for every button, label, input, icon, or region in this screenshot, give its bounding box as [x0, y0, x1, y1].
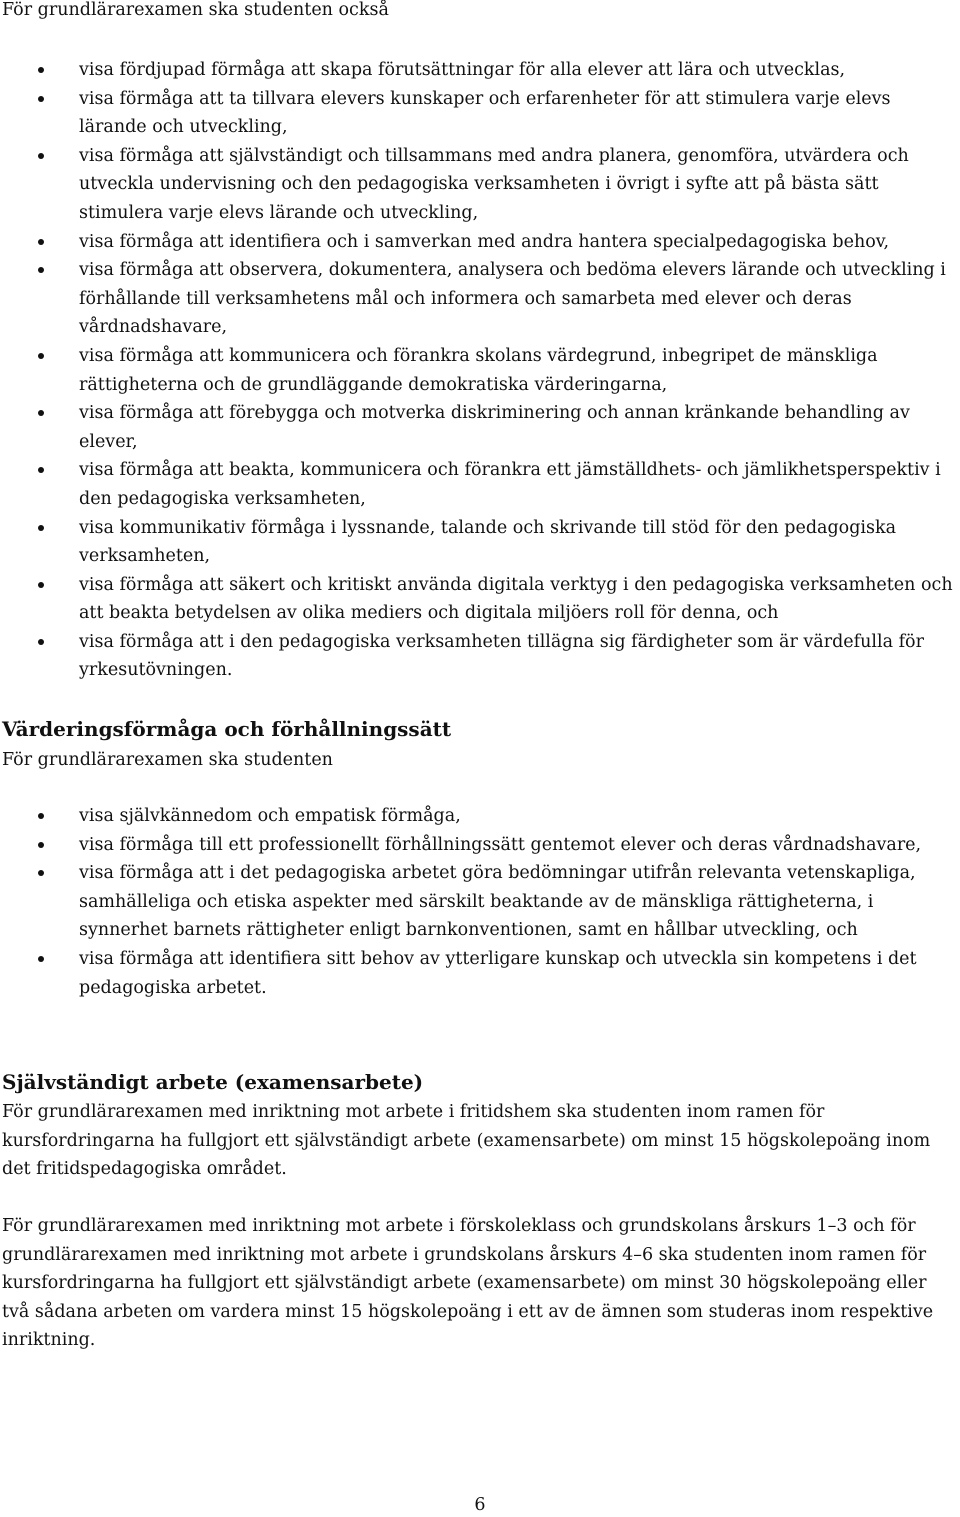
bullet-icon: [38, 813, 44, 819]
list-item: [0, 142, 960, 228]
bullet-icon: [38, 410, 44, 416]
bullet-icon: [38, 956, 44, 962]
knowledge-list: [0, 56, 960, 685]
bullet-icon: [38, 467, 44, 473]
list-item-text: visa förmåga att observera, dokumentera, analysera och bedöma elevers lärande och utveckling i förhållande till verksamhetens mål och informera och samarbeta med elever och deras vårdnadshavare,: [79, 260, 946, 338]
bullet-icon: [38, 353, 44, 359]
section-subheading: För grundlärarexamen ska studenten: [2, 750, 333, 770]
page-number: 6: [474, 1495, 486, 1515]
list-item: [0, 456, 960, 513]
list-item-text: visa förmåga att förebygga och motverka diskriminering och annan kränkande behandling av elever,: [79, 403, 910, 452]
bullet-icon: [38, 525, 44, 531]
list-item-text: visa kommunikativ förmåga i lyssnande, talande och skrivande till stöd för den pedagogiska verksamheten,: [79, 517, 897, 567]
list-item: [0, 228, 960, 257]
list-item: [0, 399, 960, 456]
intro-text: För grundlärarexamen ska studenten också: [2, 0, 389, 20]
list-item: [0, 514, 960, 571]
paragraph-forskoleklass: För grundlärarexamen med inriktning mot arbete i förskoleklass och grundskolans årskurs 1–3 och för grundlärarexamen med inriktning mot arbete i grundskolans årskurs 4–6 ska studenten inom ramen för kursfordringarna ha fullgjort ett självständigt arbete (examensarbete) om minst 30 högskolepoäng eller två sådana arbeten om vardera minst 15 högskolepoäng i ett av de ämnen som studeras inom respektive inriktning.: [2, 1216, 934, 1351]
list-item: [0, 802, 960, 831]
list-item-text: visa förmåga att i den pedagogiska verksamheten tillägna sig färdigheter som är värdefulla för yrkesutövningen.: [79, 631, 924, 681]
list-item-text: visa förmåga att identifiera och i samverkan med andra hantera specialpedagogiska behov,: [79, 231, 890, 252]
list-item-text: visa förmåga att säkert och kritiskt använda digitala verktyg i den pedagogiska verksamheten och att beakta betydelsen av olika mediers och digitala miljöers roll för denna, och: [79, 574, 953, 624]
bullet-icon: [38, 582, 44, 588]
list-item-text: visa förmåga att identifiera sitt behov av ytterligare kunskap och utveckla sin kompetens i det pedagogiska arbetet.: [79, 948, 917, 998]
list-item: [0, 945, 960, 1002]
bullet-icon: [38, 842, 44, 848]
list-item: [0, 571, 960, 628]
list-item-text: visa förmåga att i det pedagogiska arbetet göra bedömningar utifrån relevanta vetenskapliga, samhälleliga och etiska aspekter med särskilt beaktande av de mänskliga rättigheterna, i synnerhet barnets rättigheter enligt barnkonventionen, samt en hållbar utveckling, och: [79, 863, 916, 941]
list-item: [0, 628, 960, 685]
list-item: [0, 256, 960, 342]
list-item: [0, 831, 960, 860]
bullet-icon: [38, 267, 44, 273]
list-item: [0, 56, 960, 85]
values-list: [0, 802, 960, 1002]
list-item-text: visa självkännedom och empatisk förmåga,: [79, 806, 461, 826]
section-heading-independent-work: Självständigt arbete (examensarbete): [2, 1070, 424, 1094]
bullet-icon: [38, 639, 44, 645]
list-item-text: visa fördjupad förmåga att skapa förutsättningar för alla elever att lära och utvecklas,: [79, 60, 846, 80]
bullet-icon: [38, 239, 44, 245]
list-item-text: visa förmåga att självständigt och tillsammans med andra planera, genomföra, utvärdera och utveckla undervisning och den pedagogiska verksamheten i övrigt i syfte att på bästa sätt stimulera varje elevs lärande och utveckling,: [79, 145, 909, 223]
section-heading-values: Värderingsförmåga och förhållningssätt: [2, 717, 452, 741]
list-item: [0, 85, 960, 142]
list-item-text: visa förmåga att kommunicera och förankra skolans värdegrund, inbegripet de mänskliga rättigheterna och de grundläggande demokratiska värderingarna,: [79, 345, 878, 395]
list-item-text: visa förmåga till ett professionellt förhållningssätt gentemot elever och deras vårdnadshavare,: [79, 834, 922, 855]
bullet-icon: [38, 153, 44, 159]
list-item-text: visa förmåga att beakta, kommunicera och förankra ett jämställdhets- och jämlikhetsperspektiv i den pedagogiska verksamheten,: [79, 460, 941, 509]
bullet-icon: [38, 96, 44, 102]
list-item-text: visa förmåga att ta tillvara elevers kunskaper och erfarenheter för att stimulera varje elevs lärande och utveckling,: [79, 88, 891, 138]
list-item: [0, 859, 960, 945]
bullet-icon: [38, 67, 44, 73]
list-item: [0, 342, 960, 399]
paragraph-fritidshem: För grundlärarexamen med inriktning mot arbete i fritidshem ska studenten inom ramen för kursfordringarna ha fullgjort ett självständigt arbete (examensarbete) om minst 15 högskolepoäng inom det fritidspedagogiska området.: [2, 1102, 931, 1180]
bullet-icon: [38, 870, 44, 876]
